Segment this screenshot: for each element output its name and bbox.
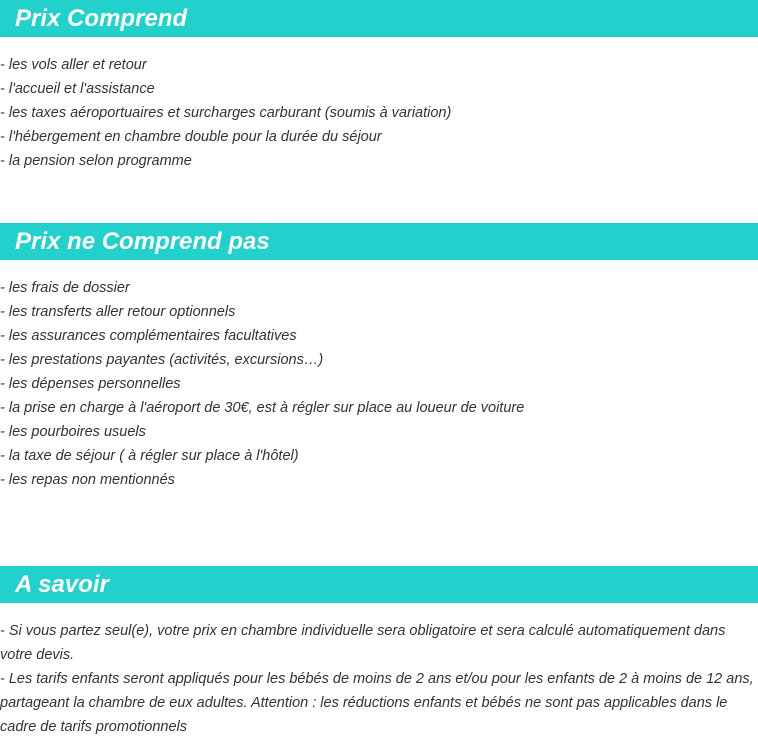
section-good-to-know: [0, 566, 758, 739]
list-item: - l'hébergement en chambre double pour la durée du séjour: [0, 129, 382, 145]
list-item: - les dépenses personnelles: [0, 376, 181, 392]
info-paragraph-single-room: - Si vous partez seul(e), votre prix en chambre individuelle sera obligatoire et sera calculé automatiquement dans votre devis.: [0, 623, 726, 663]
price-includes-list: [0, 53, 758, 173]
section-price-excludes: [0, 223, 758, 492]
section-price-includes: [0, 0, 758, 173]
list-item: - la taxe de séjour ( à régler sur place à l'hôtel): [0, 448, 299, 464]
list-item: - les assurances complémentaires facultatives: [0, 328, 297, 344]
good-to-know-text: [0, 619, 758, 739]
section-title-price-excludes: Prix ne Comprend pas: [0, 223, 758, 260]
list-item: - la pension selon programme: [0, 153, 192, 169]
section-title-good-to-know: A savoir: [0, 566, 758, 603]
price-excludes-list: [0, 276, 758, 492]
list-item: - la prise en charge à l'aéroport de 30€, est à régler sur place au loueur de voiture: [0, 400, 525, 416]
list-item: - les frais de dossier: [0, 280, 130, 296]
list-item: - les taxes aéroportuaires et surcharges carburant (soumis à variation): [0, 105, 452, 121]
list-item: - les vols aller et retour: [0, 57, 147, 73]
list-item: - les repas non mentionnés: [0, 472, 175, 488]
info-paragraph-child-rates: - Les tarifs enfants seront appliqués pour les bébés de moins de 2 ans et/ou pour les enfants de 2 à moins de 12 ans, partageant la chambre de eux adultes. Attention : les réductions enfants et bébés ne sont pas applicables dans le cadre de tarifs promotionnels: [0, 671, 754, 735]
section-title-price-includes: Prix Comprend: [0, 0, 758, 37]
list-item: - les pourboires usuels: [0, 424, 146, 440]
list-item: - les prestations payantes (activités, excursions…): [0, 352, 324, 368]
list-item: - l'accueil et l'assistance: [0, 81, 155, 97]
list-item: - les transferts aller retour optionnels: [0, 304, 236, 320]
